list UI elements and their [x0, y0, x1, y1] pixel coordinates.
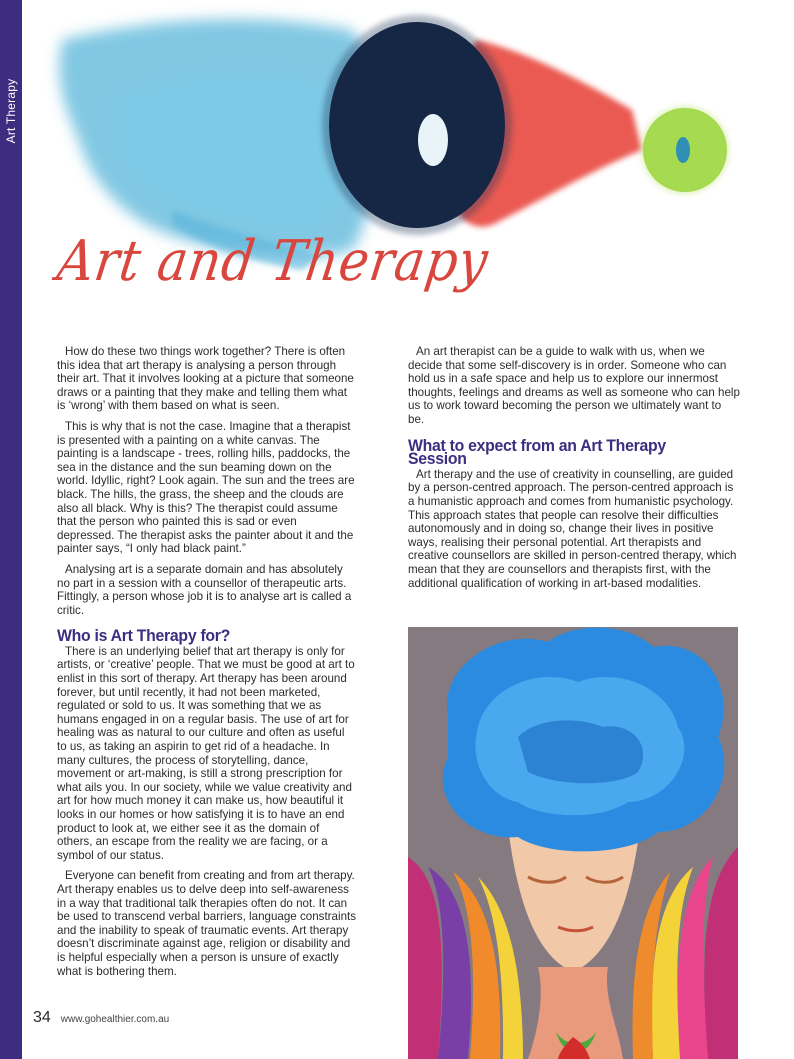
- article-script-title: Art and Therapy: [53, 228, 493, 294]
- who-paragraph-1: There is an underlying belief that art therapy is only for artists, or ‘creative’ people. That we must be good at art to enlist in this sort of therapy. Art therapy has been around forever, but until recently, it had not been marketed, regulated or sold to us. It was something that we as humans engaged in on a regular basis. The use of art for healing was as natural to our culture and often as useful to us, as taking an aspirin to get rid of a headache. In many cultures, the process of storytelling, dance, movement or art-making, is still a strong prescription for what ails you. In our society, while we value creativity and art for how much money it can make us, how beautiful it looks in our homes or how satisfying it is to have an end product to look at, we either see it as the domain of others, an escape from the reality we are facing, or a symbol of our status.: [57, 644, 355, 862]
- left-column: [57, 345, 357, 985]
- footer-url: www.gohealthier.com.au: [60, 1014, 170, 1025]
- section-side-tab: [0, 0, 22, 1059]
- artwork-pastel-portrait: [408, 627, 738, 1059]
- intro-paragraph-2: This is why that is not the case. Imagine that a therapist is presented with a painting on a white canvas. The painting is a landscape - trees, rolling hills, paddocks, the sea in the distance and the sun beaming down on the world. Idyllic, right? Look again. The sun and the trees are black. The hills, the grass, the sheep and the clouds are also all black. Why is this? The therapist could assume that the person who painted this is sad or even depressed. The therapist asks the painter about it and the painter says, “I only had black paint.”: [57, 419, 355, 556]
- intro-paragraph-1: How do these two things work together? There is often this idea that art therapy is analysing a person through their art. That it involves looking at a picture that someone draws or a painting that they make and telling them what is ‘wrong’ with them based on what is seen.: [57, 345, 354, 413]
- expect-paragraph-1: Art therapy and the use of creativity in counselling, are guided by a person-centred approach. The person-centred approach is a humanistic approach and comes from humanistic psychology. This approach states that people can resolve their difficulties autonomously and in doing so, change their lives in positive ways, realising their personal potential. Art therapists and creative counsellors are skilled in person-centred therapy, which mean that they are counsellors and therapists first, with the additional qualification of working in art-based modalities.: [408, 467, 737, 590]
- section-tab-label: Art Therapy: [4, 78, 18, 144]
- page-number: 34: [33, 1009, 51, 1026]
- intro-paragraph-3: Analysing art is a separate domain and has absolutely no part in a session with a counsellor of therapeutic arts. Fittingly, a person whose job it is to analyse art is called a critic.: [57, 562, 352, 617]
- who-paragraph-2: Everyone can benefit from creating and from art therapy. Art therapy enables us to delve deep into self-awareness in a way that traditional talk therapies often do not. It can be used to transcend verbal barriers, language constraints and the inability to speak of traumatic events. Art therapy doesn’t discriminate against age, religion or disability and is helpful especially when a person is unsure of exactly what is bothering them.: [57, 869, 357, 978]
- page-footer: [33, 1009, 169, 1033]
- right-intro-paragraph: An art therapist can be a guide to walk with us, when we decide that some self-discovery is in order. Someone who can hold us in a safe space and help us to explore our innermost thoughts, feelings and dreams as well as someone who can help us to work toward becoming the person we ultimately want to be.: [408, 345, 740, 426]
- section-heading-who: Who is Art Therapy for?: [57, 626, 231, 646]
- right-column: [408, 345, 740, 597]
- section-heading-expect: What to expect from an Art Therapy Session: [408, 435, 666, 469]
